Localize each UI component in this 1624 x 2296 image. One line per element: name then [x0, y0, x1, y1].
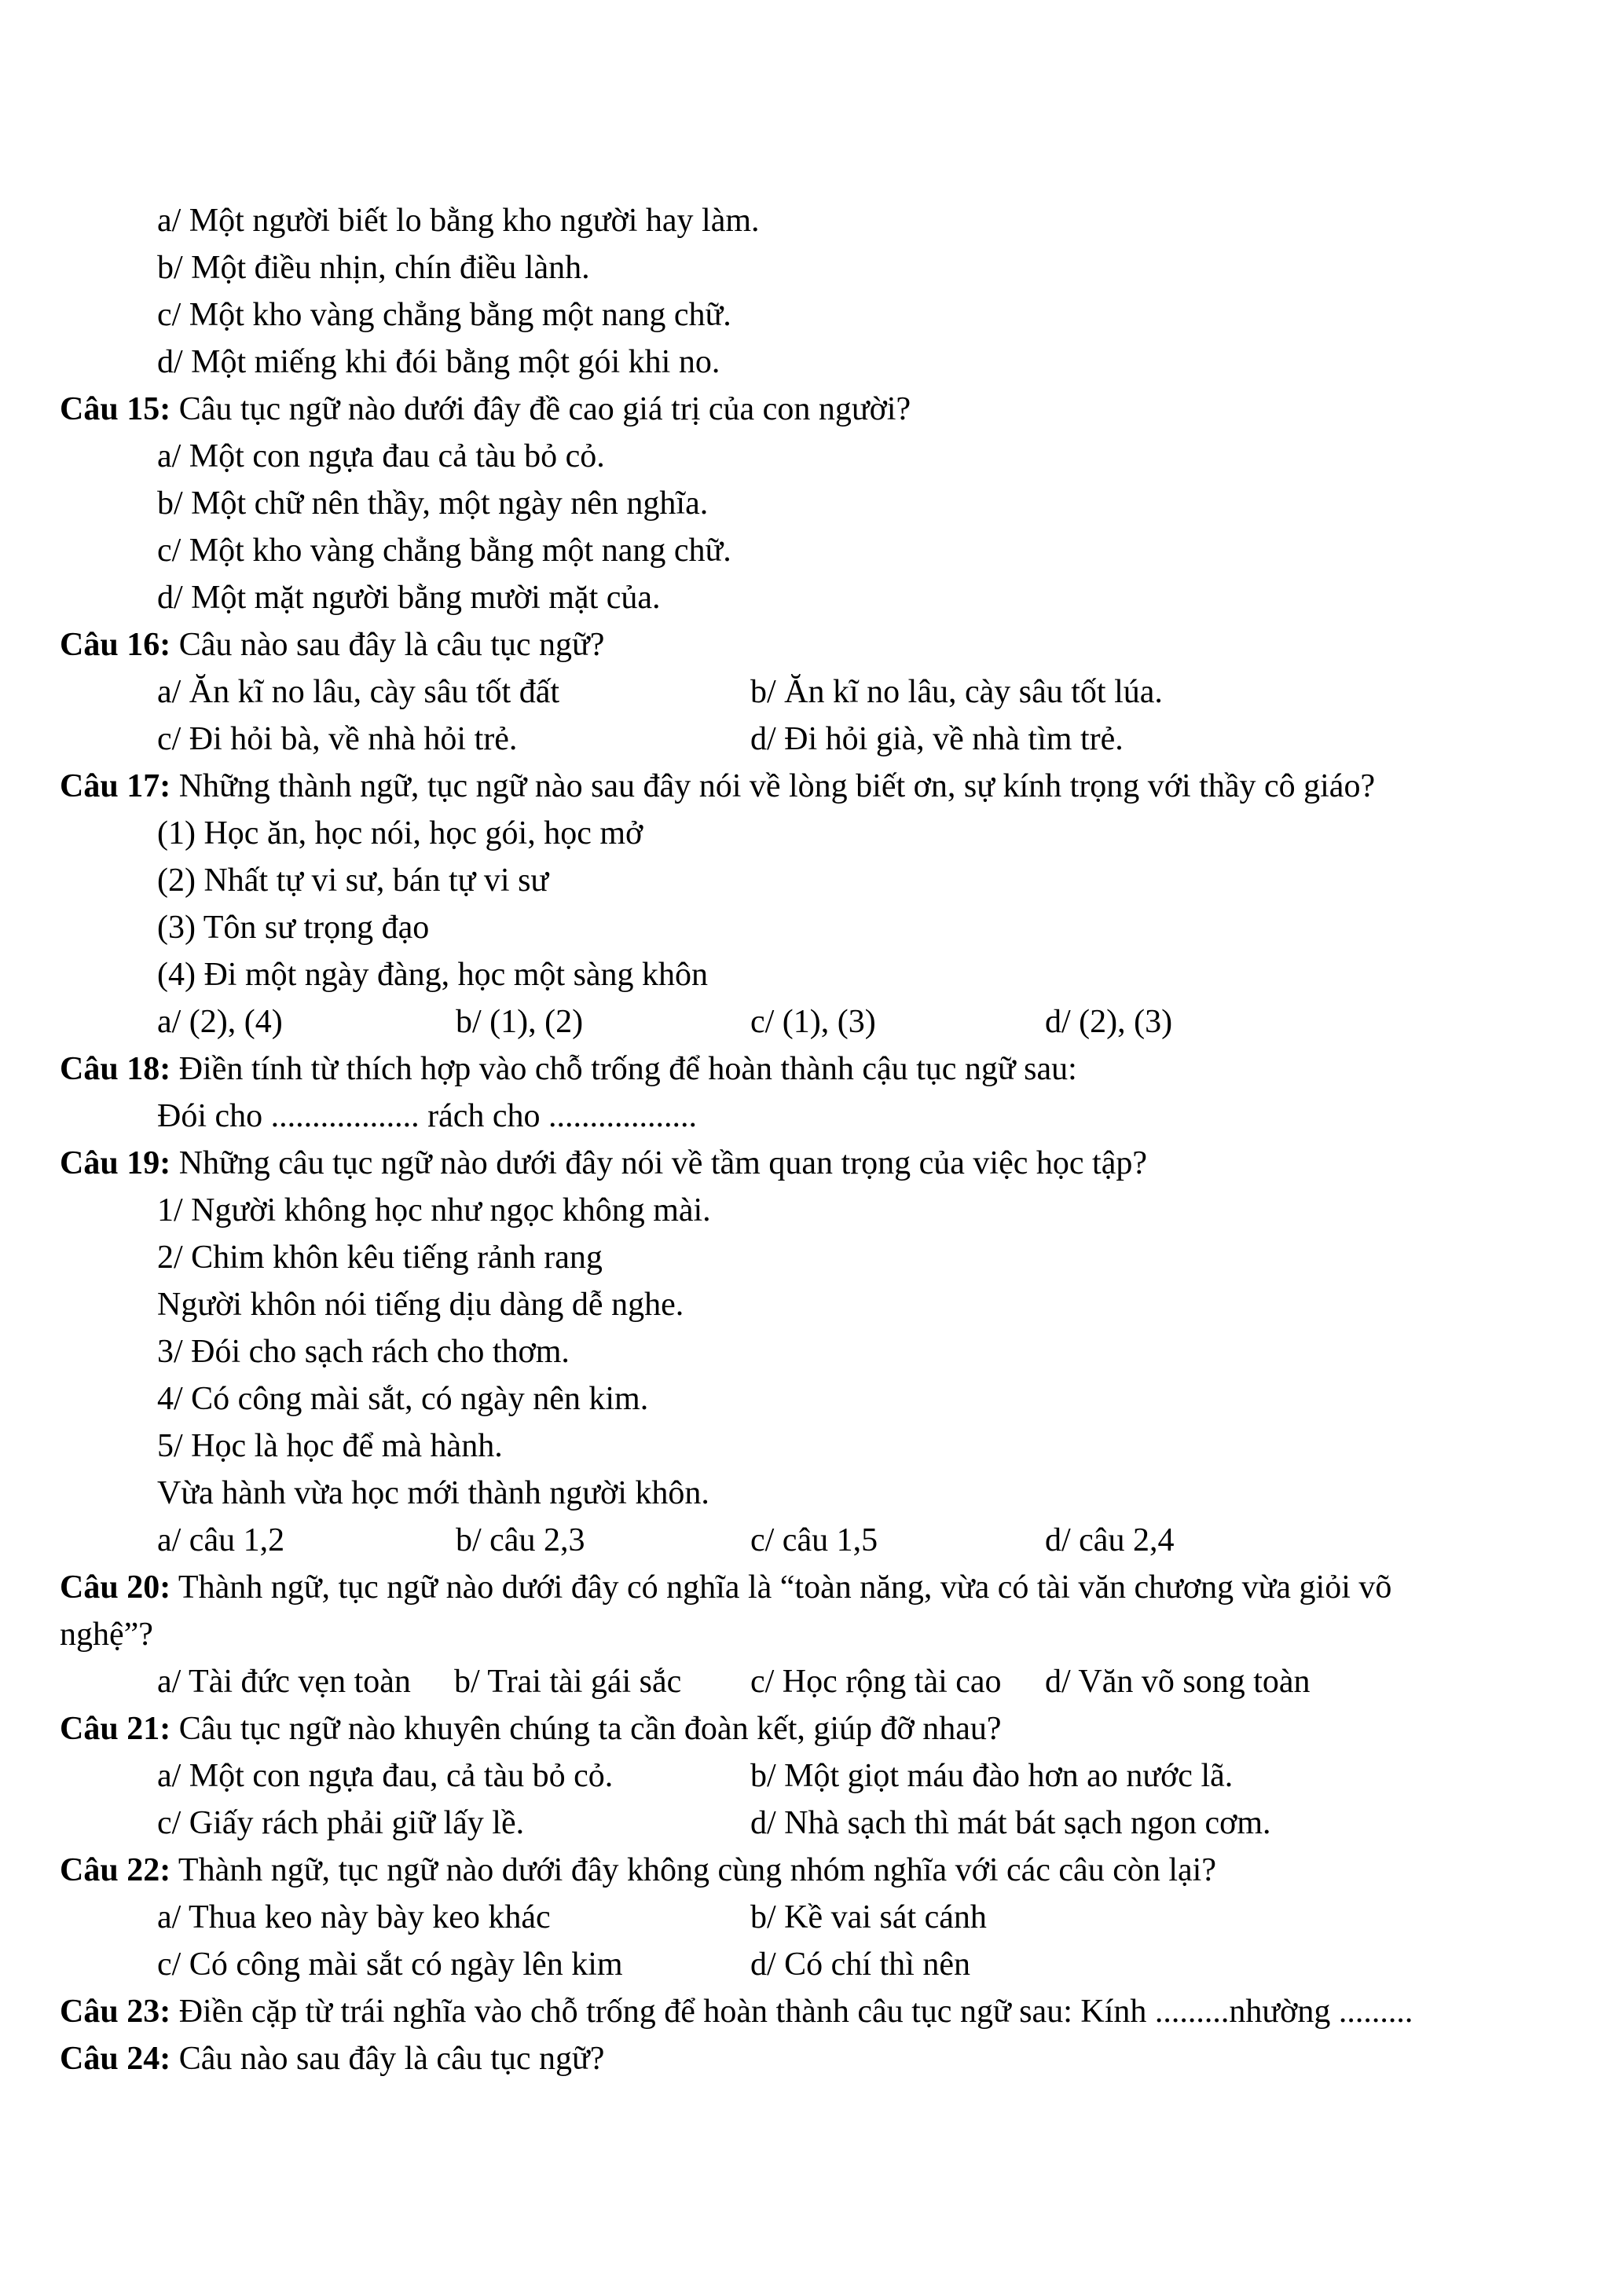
- q23-label: Câu 23:: [60, 1994, 171, 2030]
- q17-item-1: (1) Học ăn, học nói, học gói, học mở: [157, 815, 643, 851]
- q20-label: Câu 20:: [60, 1569, 171, 1606]
- q21-option-a: a/ Một con ngựa đau, cả tàu bỏ cỏ.: [157, 1758, 614, 1794]
- q24-question: [60, 2039, 604, 2078]
- q23-question: [60, 1992, 1413, 2031]
- q22-question: [60, 1851, 1216, 1890]
- q16-label: Câu 16:: [60, 627, 171, 663]
- q15-option-b: b/ Một chữ nên thầy, một ngày nên nghĩa.: [157, 485, 709, 522]
- q20-option-b: b/ Trai tài gái sắc: [454, 1664, 682, 1700]
- q22-option-b: b/ Kề vai sát cánh: [750, 1899, 987, 1935]
- q18-text: Điền tính từ thích hợp vào chỗ trống để hoàn thành cậu tục ngữ sau:: [170, 1051, 1077, 1087]
- q20-question-continued: nghệ”?: [60, 1617, 153, 1653]
- q17-question: [60, 767, 1375, 806]
- q19-label: Câu 19:: [60, 1145, 171, 1181]
- q20-option-a: a/ Tài đức vẹn toàn: [157, 1664, 411, 1700]
- q19-option-b: b/ câu 2,3: [456, 1522, 585, 1558]
- q14-option-b: b/ Một điều nhịn, chín điều lành.: [157, 250, 590, 286]
- q17-option-d: d/ (2), (3): [1045, 1004, 1173, 1040]
- q15-question: [60, 390, 911, 429]
- q14-option-c: c/ Một kho vàng chẳng bằng một nang chữ.: [157, 297, 731, 333]
- q24-text: Câu nào sau đây là câu tục ngữ?: [170, 2041, 605, 2077]
- q15-text: Câu tục ngữ nào dưới đây đề cao giá trị của con người?: [170, 391, 911, 427]
- q15-label: Câu 15:: [60, 391, 171, 427]
- q18-fill-line: Đói cho .................. rách cho ..................: [157, 1098, 698, 1134]
- q21-question: [60, 1709, 1002, 1749]
- q17-text: Những thành ngữ, tục ngữ nào sau đây nói về lòng biết ơn, sự kính trọng với thầy cô giáo?: [170, 768, 1376, 804]
- q16-option-a: a/ Ăn kĩ no lâu, cày sâu tốt đất: [157, 674, 560, 710]
- q19-option-c: c/ câu 1,5: [750, 1522, 878, 1558]
- q21-text: Câu tục ngữ nào khuyên chúng ta cần đoàn kết, giúp đỡ nhau?: [170, 1711, 1002, 1747]
- q20-text: Thành ngữ, tục ngữ nào dưới đây có nghĩa là “toàn năng, vừa có tài văn chương vừa giỏi võ: [170, 1569, 1392, 1606]
- q19-item-5a: 5/ Học là học để mà hành.: [157, 1428, 503, 1464]
- q17-option-a: a/ (2), (4): [157, 1004, 283, 1040]
- q19-item-3: 3/ Đói cho sạch rách cho thơm.: [157, 1334, 570, 1370]
- q19-option-a: a/ câu 1,2: [157, 1522, 285, 1558]
- q16-question: [60, 625, 604, 665]
- q19-item-2a: 2/ Chim khôn kêu tiếng rảnh rang: [157, 1240, 603, 1276]
- q16-text: Câu nào sau đây là câu tục ngữ?: [170, 627, 605, 663]
- q22-option-c: c/ Có công mài sắt có ngày lên kim: [157, 1946, 623, 1983]
- q22-option-a: a/ Thua keo này bày keo khác: [157, 1899, 551, 1935]
- q17-item-3: (3) Tôn sư trọng đạo: [157, 910, 430, 946]
- q16-option-d: d/ Đi hỏi già, về nhà tìm trẻ.: [750, 721, 1124, 757]
- q18-label: Câu 18:: [60, 1051, 171, 1087]
- q21-option-d: d/ Nhà sạch thì mát bát sạch ngon cơm.: [750, 1805, 1271, 1841]
- q19-item-2b: Người khôn nói tiếng dịu dàng dễ nghe.: [157, 1287, 684, 1323]
- q21-option-b: b/ Một giọt máu đào hơn ao nước lã.: [750, 1758, 1234, 1794]
- q19-item-4: 4/ Có công mài sắt, có ngày nên kim.: [157, 1381, 649, 1417]
- q21-option-c: c/ Giấy rách phải giữ lấy lề.: [157, 1805, 525, 1841]
- q20-option-c: c/ Học rộng tài cao: [750, 1664, 1002, 1700]
- q14-option-d: d/ Một miếng khi đói bằng một gói khi no.: [157, 344, 720, 380]
- q19-item-1: 1/ Người không học như ngọc không mài.: [157, 1192, 711, 1229]
- q15-option-c: c/ Một kho vàng chẳng bằng một nang chữ.: [157, 533, 731, 569]
- q19-text: Những câu tục ngữ nào dưới đây nói về tầm quan trọng của việc học tập?: [170, 1145, 1147, 1181]
- q19-option-d: d/ câu 2,4: [1045, 1522, 1175, 1558]
- q14-option-a: a/ Một người biết lo bằng kho người hay làm.: [157, 203, 760, 239]
- q16-option-b: b/ Ăn kĩ no lâu, cày sâu tốt lúa.: [750, 674, 1163, 710]
- q20-option-d: d/ Văn võ song toàn: [1045, 1664, 1311, 1700]
- q19-item-5b: Vừa hành vừa học mới thành người khôn.: [157, 1475, 709, 1511]
- q22-option-d: d/ Có chí thì nên: [750, 1946, 970, 1983]
- q19-question: [60, 1144, 1147, 1183]
- q17-item-2: (2) Nhất tự vi sư, bán tự vi sư: [157, 862, 549, 899]
- q21-label: Câu 21:: [60, 1711, 171, 1747]
- q17-item-4: (4) Đi một ngày đàng, học một sàng khôn: [157, 957, 709, 993]
- q24-label: Câu 24:: [60, 2041, 171, 2077]
- q22-text: Thành ngữ, tục ngữ nào dưới đây không cùng nhóm nghĩa với các câu còn lại?: [170, 1852, 1216, 1888]
- q22-label: Câu 22:: [60, 1852, 171, 1888]
- q15-option-a: a/ Một con ngựa đau cả tàu bỏ cỏ.: [157, 438, 605, 474]
- q15-option-d: d/ Một mặt người bằng mười mặt của.: [157, 580, 661, 616]
- q17-option-b: b/ (1), (2): [456, 1004, 584, 1040]
- q23-text: Điền cặp từ trái nghĩa vào chỗ trống để hoàn thành câu tục ngữ sau: Kính .........nhường .........: [170, 1994, 1413, 2030]
- q18-question: [60, 1049, 1077, 1089]
- q17-option-c: c/ (1), (3): [750, 1004, 876, 1040]
- q17-label: Câu 17:: [60, 768, 171, 804]
- q20-question: [60, 1568, 1391, 1607]
- q16-option-c: c/ Đi hỏi bà, về nhà hỏi trẻ.: [157, 721, 518, 757]
